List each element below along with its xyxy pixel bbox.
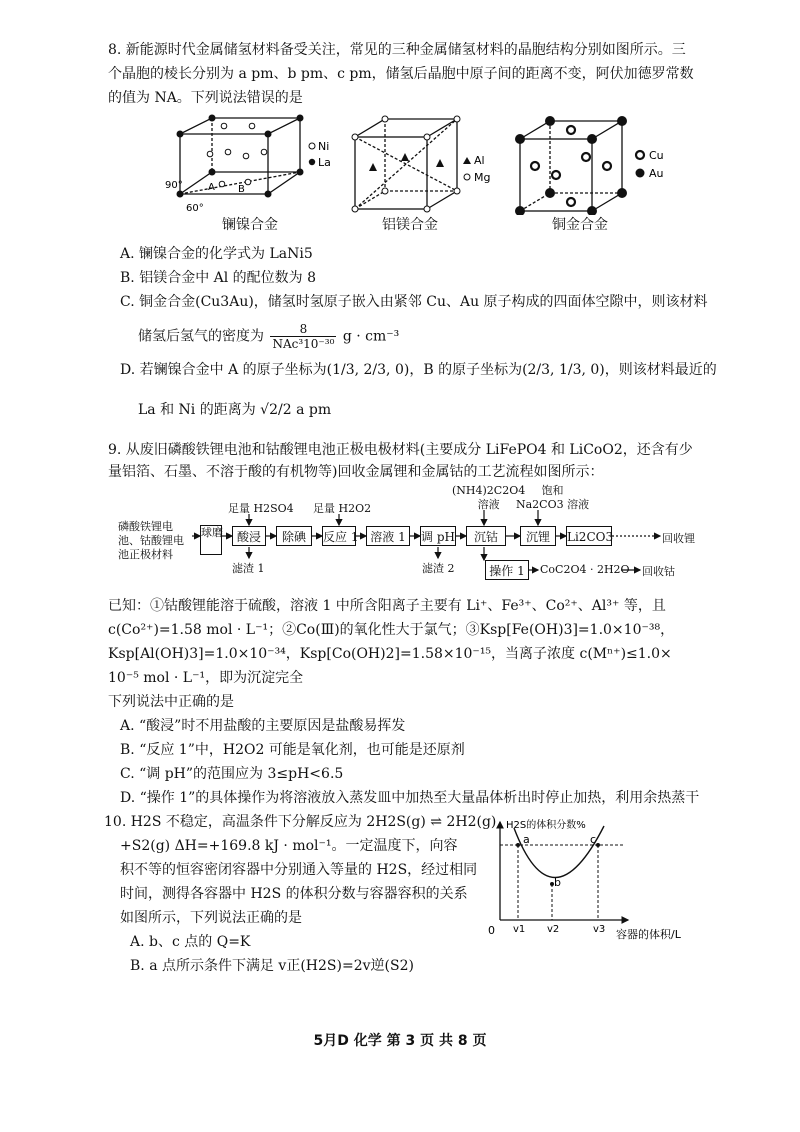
flow-source-material: 磷酸铁锂电 池、钴酸锂电 池正极材料 bbox=[118, 520, 184, 561]
flow-step-co-precipitate: 沉钴 bbox=[466, 526, 506, 546]
q8-stem-line3: 的值为 NA。下列说法错误的是 bbox=[108, 90, 303, 106]
q9-option-b: B. “反应 1”中，H2O2 可能是氧化剂，也可能是还原剂 bbox=[120, 742, 465, 758]
q10-option-b: B. a 点所示条件下满足 v正(H2S)=2v逆(S2) bbox=[130, 958, 414, 974]
svg-text:Au: Au bbox=[649, 167, 664, 180]
flow-step-operation1: 操作 1 bbox=[485, 560, 529, 580]
svg-text:60°: 60° bbox=[186, 203, 204, 214]
q9-known-line2: c(Co²⁺)=1.58 mol · L⁻¹；②Co(Ⅲ)的氧化性大于氯气；③Ksp[Fe(OH)3]=1.0×10⁻³⁸， bbox=[108, 622, 675, 638]
q9-stem-line1: 9. 从废旧磷酸铁锂电池和钴酸锂电池正极电极材料(主要成分 LiFePO4 和 LiCoO2，还含有少 bbox=[108, 442, 693, 458]
flow-input-oxalate: (NH4)2C2O4 溶液 bbox=[452, 484, 526, 511]
svg-text:La: La bbox=[318, 156, 331, 169]
point-c-marker bbox=[596, 843, 600, 847]
flow-step-acid-leach: 酸浸 bbox=[232, 526, 266, 546]
q9-known-line3: Ksp[Al(OH)3]=1.0×10⁻³⁴，Ksp[Co(OH)2]=1.58×10⁻¹⁵，当离子浓度 c(Mⁿ⁺)≤1.0× bbox=[108, 646, 672, 662]
flow-output-filter2: 滤渣 2 bbox=[422, 562, 455, 575]
q8-option-c-line2: 储氢后氢气的密度为 8 NAc³10⁻³⁰ g · cm⁻³ bbox=[138, 322, 400, 351]
svg-text:90°: 90° bbox=[165, 180, 183, 191]
flow-recover-li: 回收锂 bbox=[662, 532, 695, 545]
q10-line2: +S2(g) ΔH=+169.8 kJ · mol⁻¹。一定温度下，向容 bbox=[120, 838, 458, 854]
svg-text:Ni: Ni bbox=[318, 140, 330, 153]
flow-step-adjust-ph: 调 pH bbox=[420, 526, 456, 546]
flow-input-h2o2: 足量 H2O2 bbox=[313, 502, 372, 515]
tick-v1: v1 bbox=[513, 924, 526, 935]
point-c-label: c bbox=[590, 833, 597, 846]
tick-v3: v3 bbox=[593, 924, 606, 935]
flow-product-coc2o4: CoC2O4 · 2H2O bbox=[540, 563, 630, 576]
almg-caption: 铝镁合金 bbox=[382, 217, 438, 233]
flow-recover-co: 回收钴 bbox=[642, 565, 675, 578]
flow-step-remove-impurity: 除碘 bbox=[276, 526, 312, 546]
svg-text:Cu: Cu bbox=[649, 149, 664, 162]
q10-line5: 如图所示，下列说法正确的是 bbox=[120, 910, 302, 926]
flow-step-reaction1: 反应 1 bbox=[322, 526, 356, 546]
q10-line1: 10. H2S 不稳定，高温条件下分解反应为 2H2S(g) ⇌ 2H2(g) bbox=[104, 814, 497, 830]
svg-text:B: B bbox=[238, 184, 245, 195]
y-axis-label: H2S的体积分数% bbox=[506, 820, 586, 831]
q8-stem-line1: 8. 新能源时代金属储氢材料备受关注，常见的三种金属储氢材料的晶胞结构分别如图所示。三 bbox=[108, 42, 686, 58]
origin-label: 0 bbox=[488, 924, 495, 937]
point-a-label: a bbox=[523, 833, 530, 846]
density-numerator: 8 bbox=[270, 322, 336, 337]
q9-option-a: A. “酸浸”时不用盐酸的主要原因是盐酸易挥发 bbox=[120, 718, 406, 734]
flow-input-na2co3: 饱和 Na2CO3 溶液 bbox=[516, 484, 590, 511]
lani5-cell-figure bbox=[160, 112, 345, 217]
q8-option-d-line2: La 和 Ni 的距离为 √2/2 a pm bbox=[138, 402, 332, 418]
q8-option-c-line1: C. 铜金合金(Cu3Au)，储氢时氢原子嵌入由紧邻 Cu、Au 原子构成的四面体空隙中，则该材料 bbox=[120, 294, 708, 310]
q9-known-line4: 10⁻⁵ mol · L⁻¹，即为沉淀完全 bbox=[108, 670, 304, 686]
flow-input-h2so4: 足量 H2SO4 bbox=[228, 502, 294, 515]
flow-output-filter1: 滤渣 1 bbox=[232, 562, 265, 575]
point-a-marker bbox=[516, 843, 520, 847]
flow-step-ball-mill: 球磨 bbox=[200, 525, 222, 555]
q8-stem-line2: 个晶胞的棱长分别为 a pm、b pm、c pm，储氢后晶胞中原子间的距离不变，阿伏加德罗常数 bbox=[108, 66, 694, 82]
page-footer: 5月D 化学 第 3 页 共 8 页 bbox=[313, 1033, 487, 1049]
flow-product-li2co3: Li2CO3 bbox=[566, 526, 612, 546]
q9-known-line1: 已知：①钴酸锂能溶于硫酸，溶液 1 中所含阳离子主要有 Li⁺、Fe³⁺、Co²⁺、Al³⁺ 等，且 bbox=[108, 598, 666, 614]
q9-stem-line2: 量铝箔、石墨、不溶于酸的有机物等)回收金属锂和金属钴的工艺流程如图所示： bbox=[108, 464, 604, 480]
almg-cell-figure bbox=[345, 115, 495, 215]
q9-ask: 下列说法中正确的是 bbox=[108, 694, 234, 710]
svg-text:Mg: Mg bbox=[474, 171, 491, 184]
flow-step-solution1: 溶液 1 bbox=[366, 526, 410, 546]
density-denominator: NAc³10⁻³⁰ bbox=[272, 337, 335, 351]
q10-option-a: A. b、c 点的 Q=K bbox=[130, 934, 251, 950]
q8-option-d-line1: D. 若镧镍合金中 A 的原子坐标为(1/3, 2/3, 0)，B 的原子坐标为(2/3, 1/3, 0)，则该材料最近的 bbox=[120, 362, 717, 378]
flow-step-li-precipitate: 沉锂 bbox=[520, 526, 556, 546]
svg-text:A: A bbox=[208, 182, 215, 193]
svg-text:Al: Al bbox=[474, 154, 485, 167]
q9-option-d: D. “操作 1”的具体操作为将溶液放入蒸发皿中加热至大量晶体析出时停止加热，利用余热蒸干 bbox=[120, 790, 700, 806]
q10-line3: 积不等的恒容密闭容器中分别通入等量的 H2S，经过相同 bbox=[120, 862, 478, 878]
h2s-volume-fraction-chart bbox=[488, 816, 718, 946]
q10-line4: 时间，测得各容器中 H2S 的体积分数与容器容积的关系 bbox=[120, 886, 468, 902]
cu3au-caption: 铜金合金 bbox=[552, 217, 608, 233]
cu3au-cell-figure bbox=[510, 115, 680, 215]
q8-option-a: A. 镧镍合金的化学式为 LaNi5 bbox=[120, 246, 313, 262]
x-axis-label: 容器的体积/L bbox=[616, 928, 681, 941]
q9-option-c: C. “调 pH”的范围应为 3≤pH<6.5 bbox=[120, 766, 344, 782]
lani5-caption: 镧镍合金 bbox=[222, 217, 278, 233]
point-b-label: b bbox=[554, 876, 561, 889]
q8-option-b: B. 铝镁合金中 Al 的配位数为 8 bbox=[120, 270, 317, 286]
tick-v2: v2 bbox=[547, 924, 560, 935]
